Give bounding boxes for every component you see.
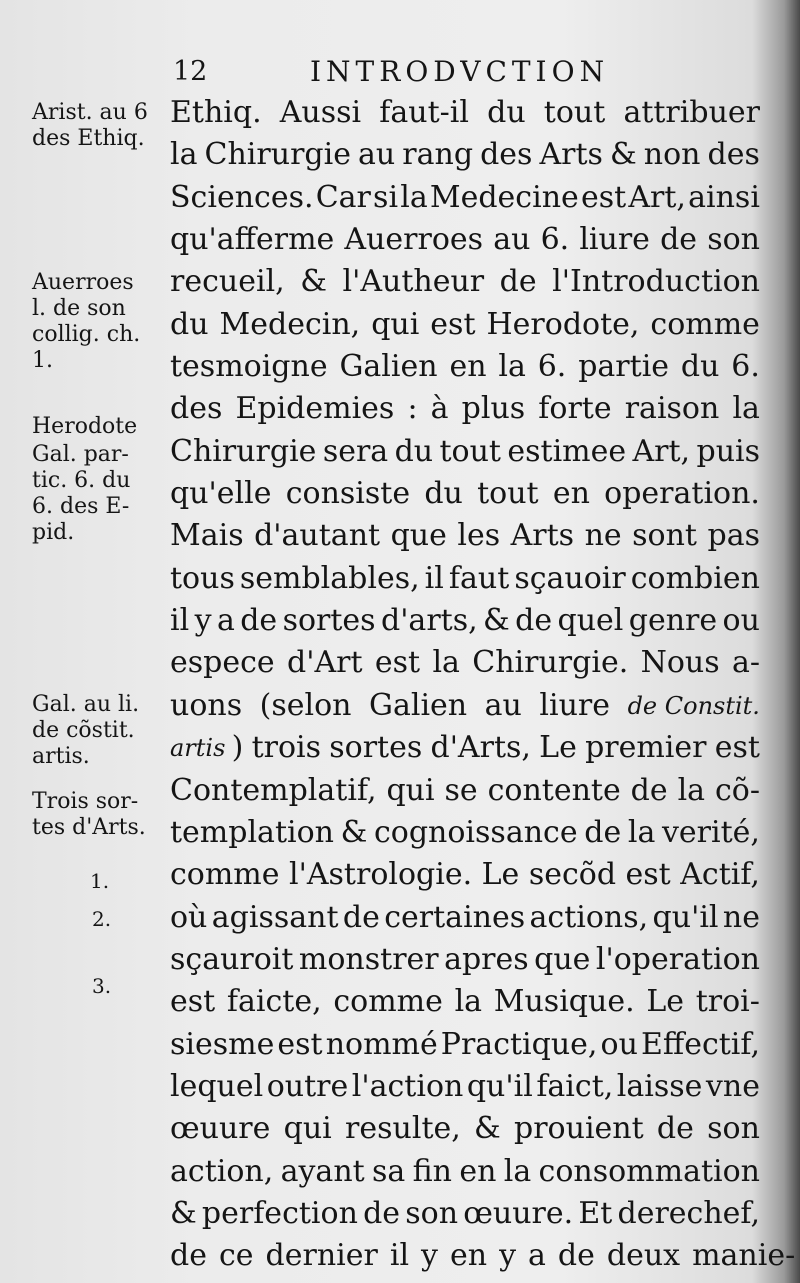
word: monstrer: [298, 941, 439, 977]
margin-note-galien-constit: [32, 692, 139, 770]
text-line: [170, 600, 760, 642]
word: du: [424, 476, 463, 512]
margin-note-line: Gal. par-: [32, 442, 129, 467]
page-number: 12: [173, 56, 208, 87]
word: qu'il: [466, 1068, 533, 1104]
word: l'operation: [595, 941, 760, 977]
word: des: [707, 137, 760, 173]
margin-note-aristotle: [32, 100, 148, 152]
text-line: [170, 685, 760, 727]
word: trois: [251, 730, 322, 766]
word: attribuer: [623, 95, 760, 130]
word: si: [373, 179, 399, 215]
margin-note-line: de cõstit.: [32, 718, 135, 743]
word: uons: [170, 687, 243, 723]
word: Art,: [628, 179, 686, 215]
word: comme: [333, 984, 443, 1020]
word: Medecine: [429, 179, 579, 215]
text-line: [170, 770, 760, 812]
margin-note-trois-sortes: [32, 789, 146, 841]
word: à: [430, 391, 449, 427]
word: ou: [600, 1026, 638, 1062]
text-line: [170, 346, 760, 388]
word: liure: [539, 687, 611, 723]
word: de: [240, 603, 278, 639]
margin-note-line: Herodote: [32, 414, 138, 439]
word: de: [170, 1238, 207, 1274]
word: l'Introduction: [552, 264, 760, 300]
word: perfection: [201, 1195, 358, 1231]
word: ce: [218, 1238, 254, 1274]
word: œuure: [170, 1111, 271, 1147]
word: est: [580, 179, 627, 215]
word: actions,: [529, 899, 649, 935]
word: lequel: [170, 1068, 264, 1104]
margin-note-line: Trois sor-: [32, 789, 139, 814]
word: de: [656, 1111, 694, 1147]
page-header: [165, 52, 725, 92]
word: &: [170, 1195, 197, 1231]
text-line: [170, 558, 760, 600]
text-line: [170, 1024, 760, 1066]
margin-note-line: 6. des E-: [32, 494, 130, 519]
word: en: [449, 349, 487, 385]
word: la: [627, 814, 656, 850]
word: agissant: [211, 899, 339, 935]
word: 6.: [537, 349, 567, 385]
word: Art,: [632, 433, 691, 469]
margin-note-line: pid.: [32, 520, 75, 545]
word: Sciences.: [170, 179, 314, 215]
word: il: [389, 1238, 410, 1274]
word: siesme: [170, 1026, 275, 1062]
word: comme: [170, 857, 280, 893]
word: en: [552, 476, 590, 512]
word: consommation: [538, 1153, 760, 1189]
word: quel: [557, 603, 624, 639]
body-text: [170, 92, 796, 1278]
word: :: [407, 391, 418, 427]
word: la: [677, 772, 706, 808]
word: combien: [630, 560, 760, 596]
word: se: [444, 772, 478, 808]
word: prouient: [514, 1111, 644, 1147]
text-line: [170, 939, 760, 981]
margin-note-herodote: [32, 414, 137, 440]
word: Herodote,: [486, 306, 640, 342]
word: dernier: [265, 1238, 378, 1274]
margin-note-line: Auerroes: [32, 270, 134, 295]
text-line: [170, 134, 760, 176]
text-line: [170, 1108, 760, 1150]
word: raison: [624, 391, 720, 427]
word: tout: [477, 476, 539, 512]
word: Arts: [510, 518, 575, 554]
word: Car: [315, 179, 371, 215]
margin-note-line: des Ethiq.: [32, 126, 145, 151]
text-line: [170, 304, 760, 346]
text-line: [170, 219, 760, 261]
word: sont: [632, 518, 697, 554]
word: 6.: [540, 222, 570, 258]
text-line: [170, 515, 760, 557]
word: tout: [439, 433, 501, 469]
word: Auerroes: [344, 222, 484, 258]
word: du: [680, 349, 720, 385]
word: Ethiq.: [170, 95, 262, 130]
word: la: [454, 984, 483, 1020]
word: sçauroit: [170, 941, 294, 977]
word: sera: [322, 433, 389, 469]
word: ainsi: [688, 179, 760, 215]
word: du: [487, 95, 526, 130]
margin-number-3: 3.: [92, 974, 112, 998]
word: faut-il: [379, 95, 469, 130]
word: sortes: [329, 730, 423, 766]
word: de: [630, 772, 668, 808]
word: apres: [444, 941, 529, 977]
word: ): [231, 730, 244, 766]
word: contente: [487, 772, 621, 808]
word: a: [528, 1238, 546, 1274]
word: est: [374, 645, 421, 681]
word: estimee: [507, 433, 627, 469]
word: deux: [606, 1238, 681, 1274]
word: son: [405, 1195, 459, 1231]
word: Chirurgie: [170, 433, 317, 469]
word: operation.: [604, 476, 760, 512]
margin-number-2: 2.: [92, 907, 112, 931]
word: vne: [705, 1068, 760, 1104]
text-line: [170, 981, 760, 1023]
margin-note-galien-partic: [32, 442, 130, 546]
word: qui: [283, 1111, 332, 1147]
word: tout: [543, 95, 606, 130]
word: est: [430, 306, 476, 342]
word: Aussi: [279, 95, 362, 130]
italic-title: de Constit.: [627, 691, 760, 720]
word: action,: [170, 1153, 274, 1189]
word: &: [300, 264, 327, 300]
word: des: [480, 137, 533, 173]
word: de: [499, 264, 537, 300]
word: a: [216, 603, 235, 639]
word: de: [342, 899, 380, 935]
word: ne: [722, 899, 760, 935]
text-line: [170, 261, 760, 303]
word: rang: [402, 137, 474, 173]
word: au: [358, 137, 396, 173]
word: troi-: [695, 984, 760, 1020]
word: espece: [170, 645, 275, 681]
word: Musique.: [493, 984, 635, 1020]
word: sa: [372, 1153, 406, 1189]
word: qu'elle: [170, 476, 272, 512]
word: Chirurgie.: [472, 645, 629, 681]
word: la: [170, 137, 198, 173]
word: du: [170, 306, 209, 342]
word: Contemplatif,: [170, 772, 377, 808]
margin-note-auerroes: [32, 270, 140, 374]
word: de: [363, 1195, 401, 1231]
text-line: [170, 431, 760, 473]
word: d'autant: [254, 518, 381, 554]
word: est: [170, 984, 216, 1020]
word: Actif,: [680, 857, 760, 893]
margin-note-line: collig. ch.: [32, 322, 141, 347]
italic-title: artis: [170, 734, 226, 763]
word: cognoissance: [373, 814, 578, 850]
word: (selon: [259, 687, 352, 723]
word: au: [493, 222, 531, 258]
word: Nous: [640, 645, 720, 681]
word: Le: [481, 857, 520, 893]
word: il: [424, 560, 444, 596]
word: premier: [585, 730, 707, 766]
word: nommé: [325, 1026, 438, 1062]
word: ou: [722, 603, 760, 639]
word: qui: [371, 306, 420, 342]
word: faut: [448, 560, 510, 596]
word: de: [515, 603, 553, 639]
word: secõd: [528, 857, 617, 893]
text-line: [170, 642, 760, 684]
word: Le: [539, 730, 577, 766]
word: ayant: [280, 1153, 365, 1189]
text-line: [170, 897, 760, 939]
word: qui: [386, 772, 435, 808]
word: y: [499, 1238, 517, 1274]
word: l'Astrologie.: [289, 857, 473, 893]
word: qu'afferme: [170, 222, 335, 258]
word: non: [643, 137, 701, 173]
word: 6.: [731, 349, 760, 385]
word: Galien: [339, 349, 438, 385]
word: où: [170, 899, 208, 935]
word: la: [400, 179, 428, 215]
word: Galien: [369, 687, 468, 723]
word: Medecin,: [219, 306, 361, 342]
word: qu'il: [652, 899, 719, 935]
text-line: [170, 473, 760, 515]
word: la: [732, 391, 760, 427]
word: Mais: [170, 518, 244, 554]
margin-note-line: l. de son: [32, 296, 126, 321]
word: en: [459, 1153, 497, 1189]
word: faict,: [536, 1068, 614, 1104]
word: resulte,: [345, 1111, 461, 1147]
word: d'Art: [287, 645, 363, 681]
word: a-: [731, 645, 760, 681]
word: cõ-: [714, 772, 760, 808]
word: semblables,: [239, 560, 420, 596]
word: forte: [538, 391, 612, 427]
word: &: [483, 603, 510, 639]
word: Epidemies: [235, 391, 395, 427]
word: templation: [170, 814, 334, 850]
word: genre: [628, 603, 718, 639]
word: tous: [170, 560, 235, 596]
word: liure: [579, 222, 650, 258]
word: la: [498, 349, 526, 385]
margin-note-line: 1.: [32, 348, 53, 373]
text-line: [170, 388, 760, 430]
word: est: [277, 1026, 323, 1062]
margin-note-line: artis.: [32, 744, 90, 769]
margin-note-line: Arist. au 6: [32, 100, 148, 125]
word: du: [394, 433, 434, 469]
word: verité,: [661, 814, 760, 850]
word: &: [340, 814, 368, 850]
word: pas: [707, 518, 760, 554]
word: d'arts,: [380, 603, 478, 639]
word: &: [474, 1111, 501, 1147]
word: des: [170, 391, 223, 427]
margin-note-line: Gal. au li.: [32, 692, 140, 717]
text-line: [170, 812, 760, 854]
word: que: [390, 518, 447, 554]
word: son: [707, 1111, 760, 1147]
word: au: [484, 687, 522, 723]
word: recueil,: [170, 264, 285, 300]
text-line: [170, 727, 760, 769]
word: l'action: [351, 1068, 464, 1104]
text-line: [170, 1193, 760, 1235]
word: puis: [696, 433, 760, 469]
word: œuure.: [463, 1195, 574, 1231]
word: est: [625, 857, 671, 893]
word: de: [660, 222, 698, 258]
text-line: [170, 1151, 760, 1193]
running-title: INTRODVCTION: [310, 55, 610, 88]
text-line: [170, 92, 760, 134]
word: faicte,: [226, 984, 322, 1020]
margin-number-1: 1.: [90, 869, 110, 893]
word: Effectif,: [640, 1026, 760, 1062]
word: comme: [650, 306, 760, 342]
word: laisse: [616, 1068, 703, 1104]
word: que: [534, 941, 591, 977]
word: les: [457, 518, 501, 554]
word: manie-: [692, 1238, 796, 1274]
word: en: [450, 1238, 488, 1274]
word: de: [557, 1238, 595, 1274]
word: partie: [578, 349, 670, 385]
word: Le: [646, 984, 685, 1020]
word: y: [421, 1238, 438, 1274]
word: d'Arts,: [430, 730, 531, 766]
word: plus: [461, 391, 526, 427]
word: sçauoir: [514, 560, 626, 596]
word: l'Autheur: [342, 264, 485, 300]
word: Practique,: [440, 1026, 598, 1062]
word: consiste: [285, 476, 411, 512]
word: de: [584, 814, 622, 850]
word: Et: [578, 1195, 613, 1231]
margin-note-line: tes d'Arts.: [32, 815, 146, 840]
word: est: [714, 730, 760, 766]
text-line: [170, 1235, 796, 1277]
word: y: [194, 603, 212, 639]
text-line: [170, 177, 760, 219]
word: derechef,: [617, 1195, 760, 1231]
word: Arts: [539, 137, 603, 173]
text-line: [170, 1066, 760, 1108]
word: sortes: [282, 603, 376, 639]
word: il: [170, 603, 190, 639]
word: fin: [412, 1153, 452, 1189]
word: son: [707, 222, 760, 258]
word: certaines: [384, 899, 526, 935]
word: la: [432, 645, 460, 681]
text-line: [170, 854, 760, 896]
word: la: [503, 1153, 532, 1189]
word: outre: [266, 1068, 349, 1104]
word: &: [610, 137, 637, 173]
word: Chirurgie: [204, 137, 351, 173]
word: ne: [584, 518, 622, 554]
word: tesmoigne: [170, 349, 328, 385]
margin-note-line: tic. 6. du: [32, 468, 131, 493]
